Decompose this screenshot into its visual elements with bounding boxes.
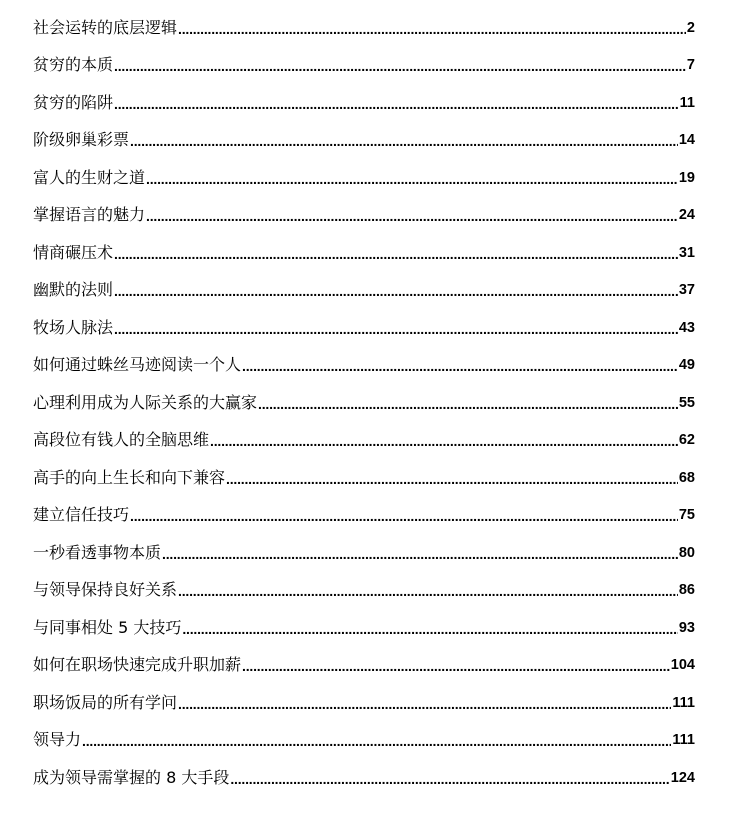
toc-entry-title: 一秒看透事物本质 [33, 542, 162, 562]
toc-entry[interactable] [33, 156, 695, 194]
toc-entry-title: 成为领导需掌握的 8 大手段 [33, 767, 230, 787]
toc-entry[interactable] [33, 119, 695, 157]
toc-entry-page-number: 111 [672, 694, 695, 711]
toc-entry[interactable] [33, 569, 695, 607]
toc-entry-page-number: 124 [670, 769, 695, 786]
toc-entry-title: 幽默的法则 [33, 280, 114, 299]
toc-entry-title: 领导力 [33, 730, 82, 749]
toc-entry-page-number: 49 [678, 357, 695, 373]
toc-entry-page-number: 86 [678, 582, 695, 598]
toc-entry-title: 与领导保持良好关系 [33, 580, 178, 599]
toc-entry-page-number: 2 [686, 19, 695, 36]
toc-entry-title: 情商碾压术 [33, 242, 114, 262]
dot-leader [178, 693, 671, 713]
dot-leader [178, 18, 686, 38]
toc-entry[interactable] [33, 269, 695, 307]
toc-entry[interactable] [33, 344, 695, 382]
dot-leader [114, 243, 678, 263]
toc-entry-title: 掌握语言的魅力 [33, 205, 146, 224]
toc-entry[interactable] [33, 606, 695, 644]
toc-entry-title: 社会运转的底层逻辑 [33, 17, 178, 37]
toc-entry-title: 贫穷的陷阱 [33, 92, 114, 112]
toc-entry[interactable] [33, 81, 695, 119]
toc-entry[interactable] [33, 756, 695, 794]
dot-leader [114, 55, 686, 75]
toc-entry[interactable] [33, 494, 695, 532]
toc-entry[interactable] [33, 681, 695, 719]
toc-entry[interactable] [33, 719, 695, 757]
toc-entry-page-number: 104 [670, 657, 695, 673]
dot-leader [230, 768, 669, 788]
toc-entry-page-number: 68 [678, 469, 695, 486]
toc-entry-page-number: 43 [678, 319, 695, 336]
table-of-contents [33, 6, 695, 794]
toc-entry-title: 如何在职场快速完成升职加薪 [33, 655, 242, 674]
dot-leader [130, 505, 678, 525]
toc-entry-page-number: 14 [678, 132, 695, 148]
dot-leader [114, 280, 678, 300]
toc-entry-title: 建立信任技巧 [33, 505, 130, 524]
toc-entry-title: 职场饭局的所有学问 [33, 692, 178, 712]
toc-entry[interactable] [33, 6, 695, 44]
toc-entry[interactable] [33, 306, 695, 344]
dot-leader [178, 580, 678, 600]
toc-entry[interactable] [33, 419, 695, 457]
dot-leader [162, 543, 678, 563]
toc-entry-page-number: 24 [678, 207, 695, 223]
toc-entry-title: 富人的生财之道 [33, 167, 146, 187]
toc-entry-title: 与同事相处 5 大技巧 [33, 617, 182, 637]
toc-entry-page-number: 80 [678, 544, 695, 561]
toc-entry[interactable] [33, 194, 695, 232]
toc-entry-page-number: 37 [678, 282, 695, 298]
toc-entry-title: 高手的向上生长和向下兼容 [33, 467, 226, 487]
dot-leader [114, 93, 679, 113]
toc-entry[interactable] [33, 44, 695, 82]
dot-leader [242, 655, 670, 675]
dot-leader [146, 205, 678, 225]
dot-leader [210, 430, 678, 450]
dot-leader [130, 130, 678, 150]
dot-leader [114, 318, 678, 338]
toc-entry[interactable] [33, 456, 695, 494]
toc-entry[interactable] [33, 531, 695, 569]
dot-leader [226, 468, 678, 488]
toc-entry[interactable] [33, 381, 695, 419]
toc-entry-page-number: 111 [672, 732, 695, 748]
dot-leader [182, 618, 678, 638]
dot-leader [258, 393, 678, 413]
toc-entry-title: 高段位有钱人的全脑思维 [33, 430, 210, 449]
toc-entry-page-number: 93 [678, 619, 695, 636]
toc-entry-page-number: 7 [686, 57, 695, 73]
toc-entry[interactable] [33, 644, 695, 682]
toc-entry-page-number: 11 [679, 94, 695, 111]
toc-entry-page-number: 62 [678, 432, 695, 448]
toc-entry-title: 如何通过蛛丝马迹阅读一个人 [33, 355, 242, 374]
toc-entry-title: 心理利用成为人际关系的大赢家 [33, 392, 258, 412]
toc-entry-page-number: 19 [678, 169, 695, 186]
dot-leader [242, 355, 678, 375]
toc-entry-title: 阶级卵巢彩票 [33, 130, 130, 149]
toc-entry-page-number: 75 [678, 507, 695, 523]
toc-entry[interactable] [33, 231, 695, 269]
dot-leader [146, 168, 678, 188]
toc-entry-title: 贫穷的本质 [33, 55, 114, 74]
dot-leader [82, 730, 671, 750]
toc-entry-page-number: 55 [678, 394, 695, 411]
toc-entry-title: 牧场人脉法 [33, 317, 114, 337]
toc-entry-page-number: 31 [678, 244, 695, 261]
